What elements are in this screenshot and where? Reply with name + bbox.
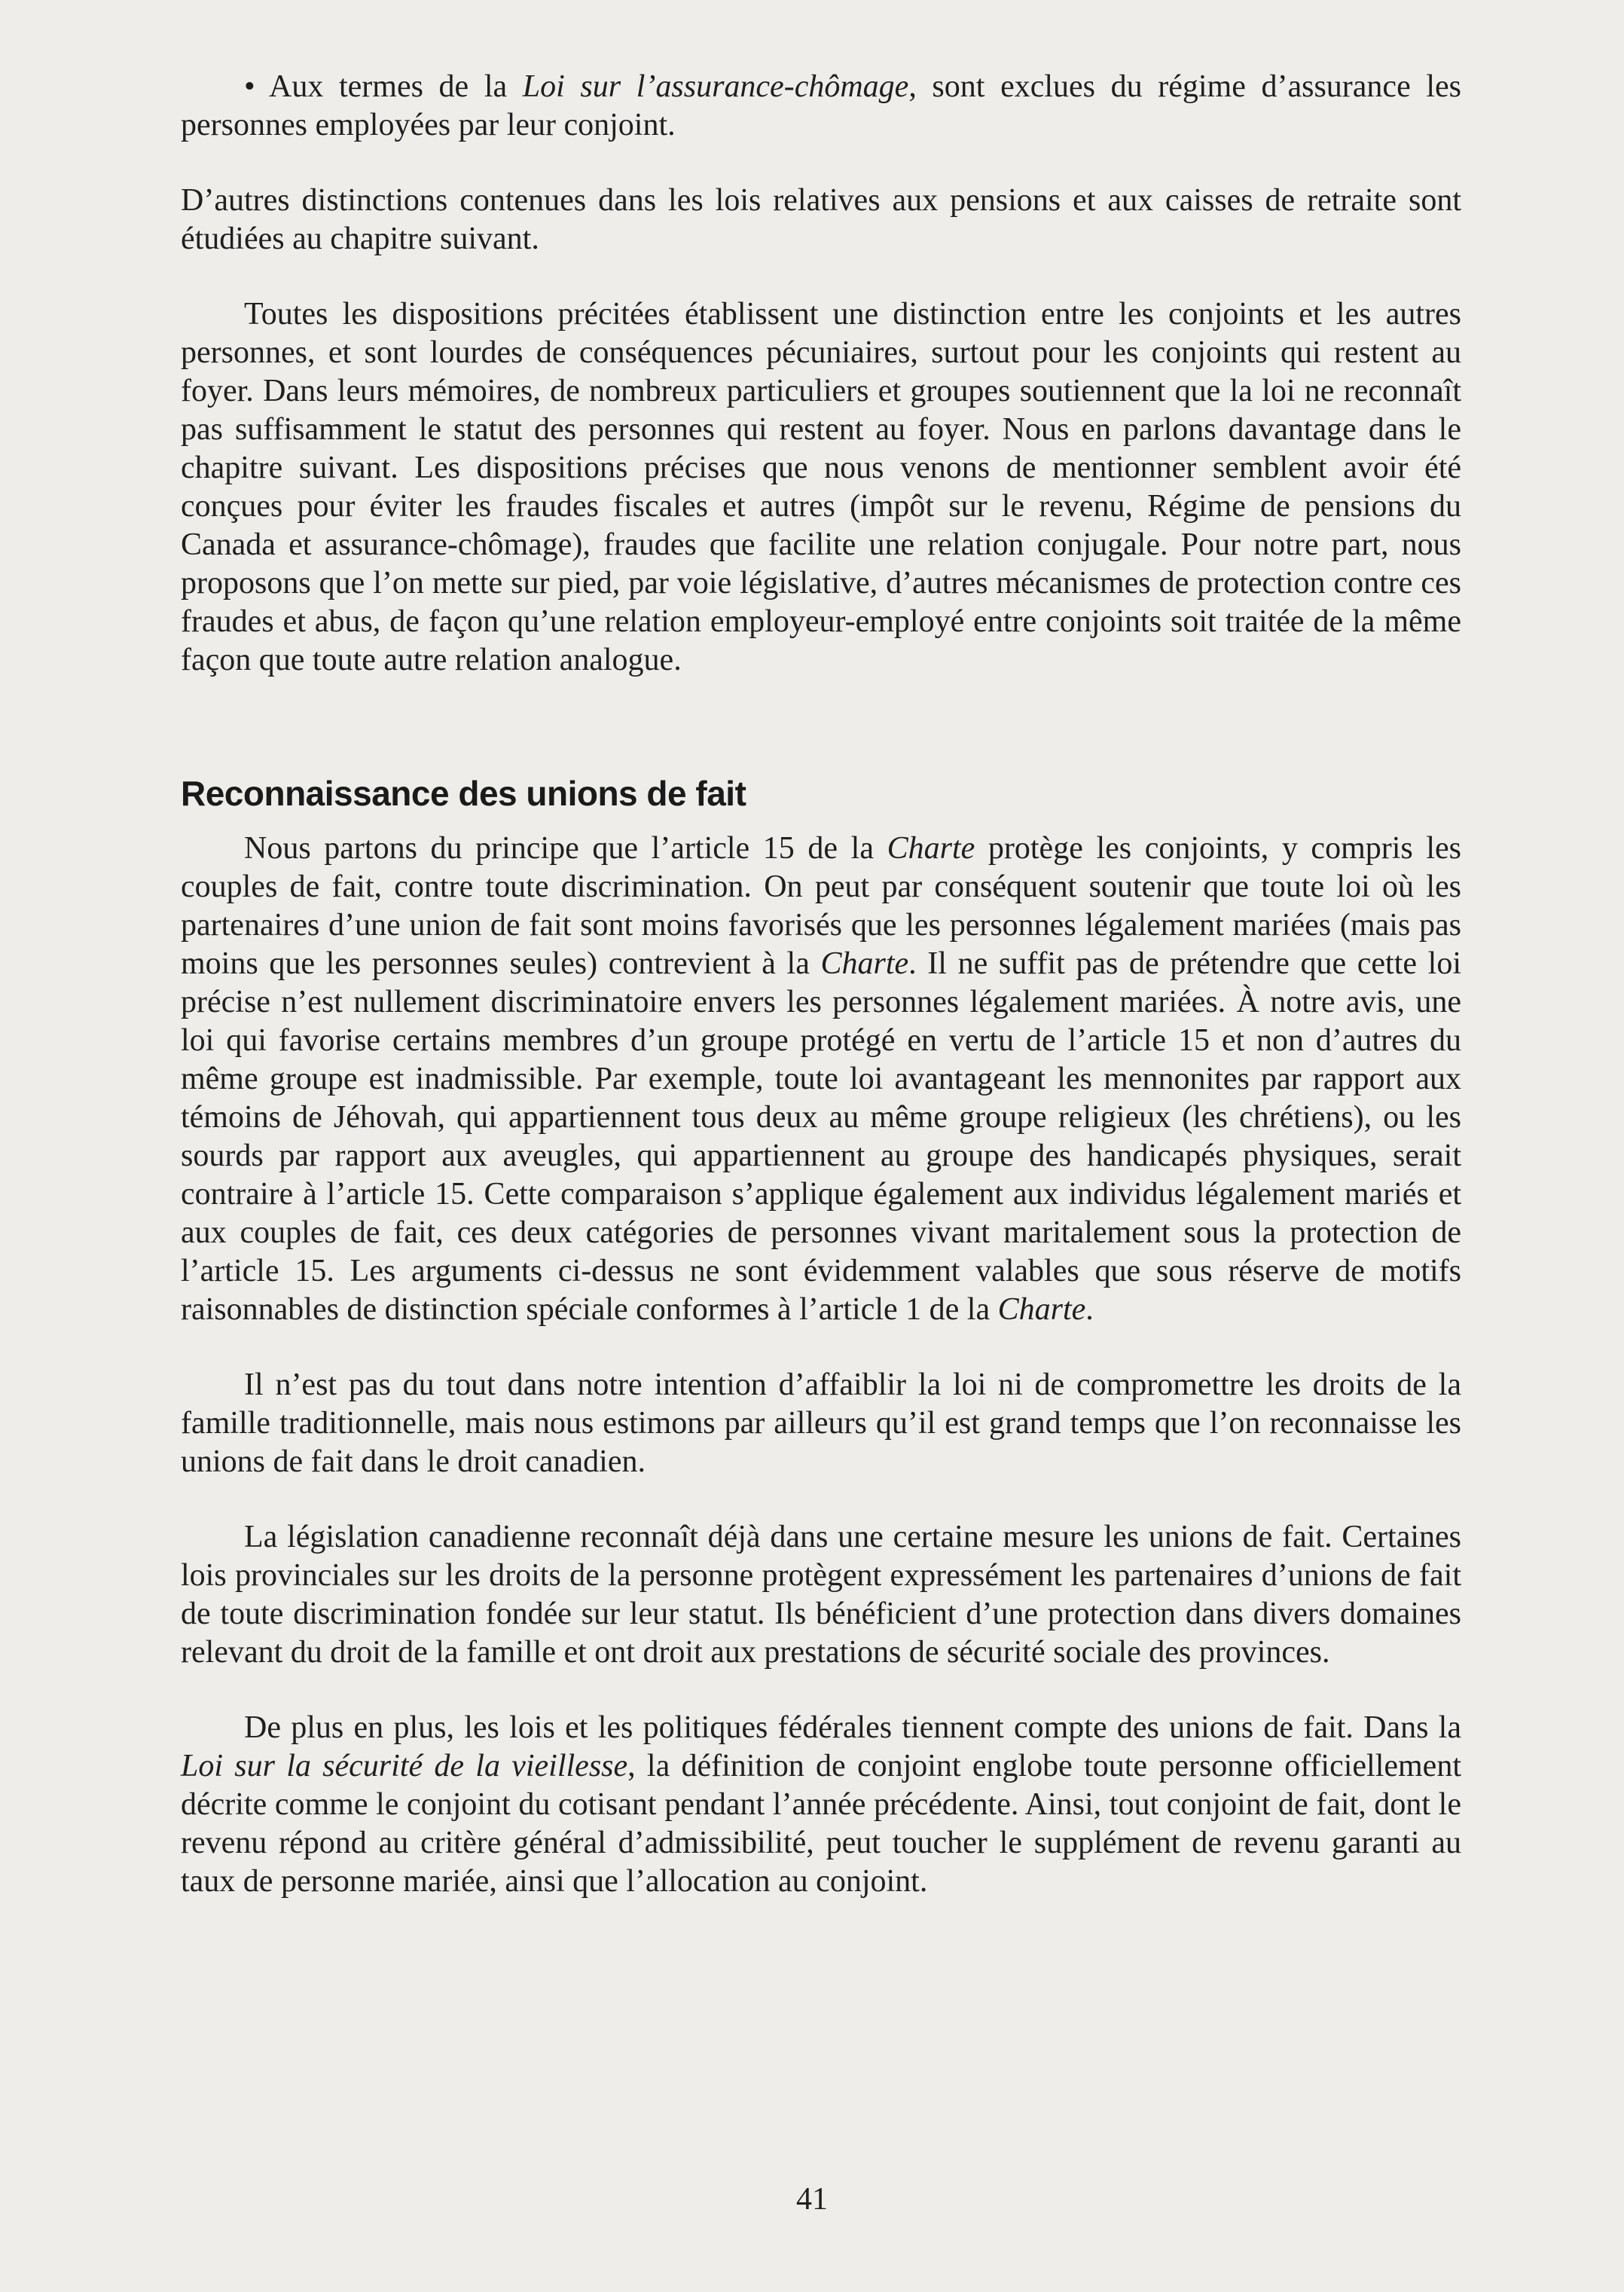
bullet-glyph: • — [244, 69, 255, 104]
law-title-italic: Loi sur l’assurance-chômage — [522, 69, 909, 104]
charter-italic: Charte — [820, 946, 909, 981]
paragraph-provisions: Toutes les dispositions précitées établissent une distinction entre les conjoints et les autres personnes, et sont lourdes de conséquences pécuniaires, surtout pour les conjoints qui restent au foyer. Dans leurs mémoires, de nombreux particuliers et groupes soutiennent que la loi ne reconnaît pas suffisamment le statut des personnes qui restent au foyer. Nous en parlons davantage dans le chapitre suivant. Les dispositions précises que nous venons de mentionner semblent avoir été conçues pour éviter les fraudes fiscales et autres (impôt sur le revenu, Régime de pensions du Canada et assurance-chômage), fraudes que facilite une relation conjugale. Pour notre part, nous proposons que l’on mette sur pied, par voie législative, d’autres mécanismes de protection contre ces fraudes et abus, de façon qu’une relation employeur-employé entre conjoints soit traitée de la même façon que toute autre relation analogue. — [181, 297, 1461, 677]
document-page — [181, 68, 1461, 1901]
paragraph-charter-principle: Nous partons du principe que l’article 15 de la Charte protège les conjoints, y compris les couples de fait, contre toute discrimination. On peut par conséquent soutenir que toute loi où les partenaires d’une union de fait sont moins favorisés que les personnes légalement mariées (mais pas moins que les personnes seules) contrevient à la Charte. Il ne suffit pas de prétendre que cette loi précise n’est nullement discriminatoire envers les personnes légalement mariées. À notre avis, une loi qui favorise certains membres d’un groupe protégé en vertu de l’article 15 et non d’autres du même groupe est inadmissible. Par exemple, toute loi avantageant les mennonites par rapport aux témoins de Jéhovah, qui appartiennent tous deux au même groupe religieux (les chrétiens), ou les sourds par rapport aux aveugles, qui appartiennent au groupe des handicapés physiques, serait contraire à l’article 15. Cette comparaison s’applique également aux individus légalement mariés et aux couples de fait, ces deux catégories de personnes vivant maritalement sous la protection de l’article 15. Les arguments ci-dessus ne sont évidemment valables que sous réserve de motifs raisonnables de distinction spéciale conformes à l’article 1 de la Charte. — [181, 831, 1462, 1327]
paragraph-intention: Il n’est pas du tout dans notre intention d’affaiblir la loi ni de compromettre les droits de la famille traditionnelle, mais nous estimons par ailleurs qu’il est grand temps que l’on reconnaisse les unions de fait dans le droit canadien. — [181, 1368, 1461, 1479]
paragraph-federal-laws: De plus en plus, les lois et les politiques fédérales tiennent compte des unions de fait. Dans la Loi sur la sécurité de la vieillesse, la définition de conjoint englobe toute personne officiellement décrite comme le conjoint du cotisant pendant l’année précédente. Ainsi, tout conjoint de fait, dont le revenu répond au critère général d’admissibilité, peut toucher le supplément de revenu garanti au taux de personne mariée, ainsi que l’allocation au conjoint. — [181, 1710, 1461, 1899]
paragraph-other-distinctions: D’autres distinctions contenues dans les lois relatives aux pensions et aux caisses de retraite sont étudiées au chapitre suivant. — [181, 183, 1461, 256]
paragraph-canadian-legislation: La législation canadienne reconnaît déjà dans une certaine mesure les unions de fait. Certaines lois provinciales sur les droits de la personne protègent expressément les partenaires d’unions de fait de toute discrimination fondée sur leur statut. Ils bénéficient d’une protection dans divers domaines relevant du droit de la famille et ont droit aux prestations de sécurité sociale des provinces. — [181, 1520, 1461, 1670]
charter-italic: Charte — [887, 831, 975, 866]
paragraph-bullet-unemployment-insurance: • Aux termes de la Loi sur l’assurance-chômage, sont exclues du régime d’assurance les personnes employées par leur conjoint. — [181, 69, 1461, 142]
law-title-italic: Loi sur la sécurité de la vieillesse — [181, 1749, 628, 1783]
section-heading: Reconnaissance des unions de fait — [181, 774, 746, 813]
charter-italic: Charte — [997, 1292, 1086, 1327]
page-number: 41 — [796, 2182, 828, 2217]
